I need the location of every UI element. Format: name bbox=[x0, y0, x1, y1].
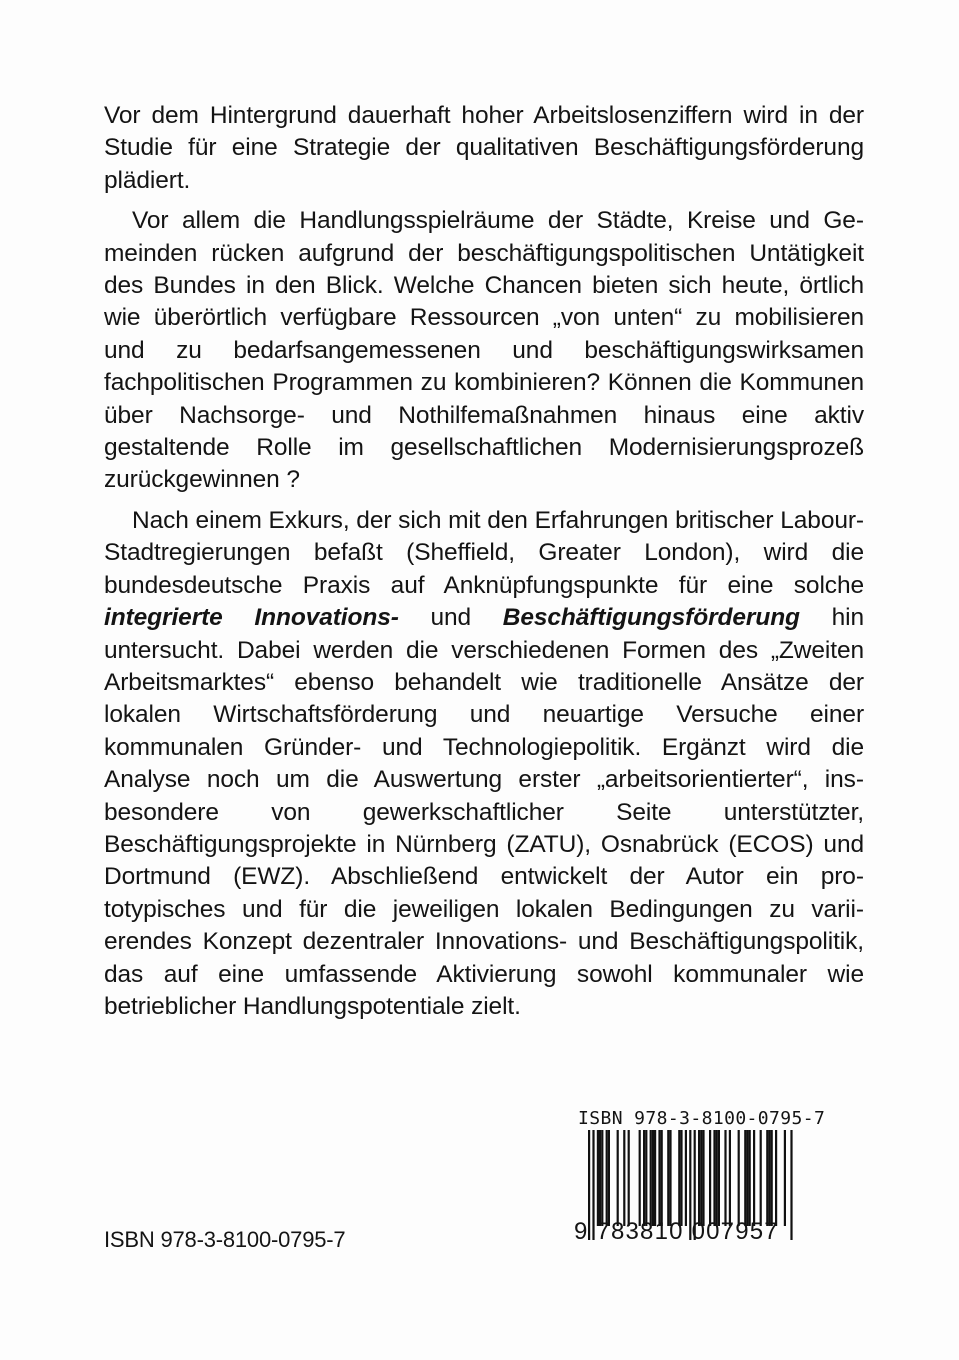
barcode-bar bbox=[729, 1130, 731, 1226]
barcode-bar bbox=[628, 1130, 630, 1226]
barcode-bar bbox=[608, 1130, 610, 1226]
barcode-bar bbox=[680, 1130, 682, 1226]
barcode-bar bbox=[652, 1130, 654, 1226]
barcode-digits: 9 783810 007957 bbox=[574, 1218, 779, 1245]
barcode-bar bbox=[685, 1130, 687, 1226]
barcode-bar bbox=[760, 1130, 762, 1226]
barcode-bar bbox=[746, 1130, 748, 1226]
barcode-bar bbox=[724, 1130, 726, 1226]
barcode-bar bbox=[718, 1130, 720, 1226]
barcode-bar bbox=[702, 1130, 704, 1226]
barcode-bar bbox=[597, 1130, 599, 1226]
isbn-barcode bbox=[574, 1108, 824, 1254]
barcode-bar bbox=[790, 1130, 792, 1240]
barcode-bar bbox=[766, 1130, 768, 1226]
barcode-bar bbox=[749, 1130, 751, 1226]
barcode-bar bbox=[650, 1130, 652, 1226]
blurb-text bbox=[104, 100, 864, 1031]
paragraph-3-text-after: hin untersucht. Dabei werden die verschiedenen Formen des „Zweiten Arbeitsmarktes“ ebenso behandelt wie traditionelle Ansätze der lokalen Wirtschaftsförderung und neuartige Versuche einer kommunalen Gründer- und Technologiepolitik. Ergänzt wird die Analyse noch um die Auswertung erster „arbeitsorientierter“, insbesondere von gewerkschaftlicher Seite unterstützter, Beschäftigungsprojekte in Nürnberg (ZATU), Osnabrück (ECOS) und Dortmund (EWZ). Abschließend entwickelt der Autor ein prototypisches und für die jeweiligen lokalen Bedingungen zu variierendes Konzept dezentraler Innovations- und Beschäftigungspolitik, das auf eine umfassende Aktivierung sowohl kommunaler wie betrieblicher Handlungspotentiale zielt. bbox=[104, 604, 864, 1020]
barcode-bar bbox=[709, 1130, 711, 1226]
barcode-bar bbox=[667, 1130, 669, 1226]
barcode-bar bbox=[698, 1130, 700, 1226]
barcode-bar bbox=[713, 1130, 715, 1226]
barcode-bar bbox=[599, 1130, 601, 1226]
isbn-number: ISBN 978-3-8100-0795-7 bbox=[104, 1227, 346, 1252]
paragraph-3-text-before: Nach einem Exkurs, der sich mit den Erfahrungen britischer Labour-Stadtregierungen befaßt (Sheffield, Greater London), wird die bundesdeutsche Praxis auf Anknüpfungspunkte für eine solche bbox=[104, 506, 864, 599]
barcode-bar bbox=[601, 1130, 603, 1226]
emphasis-employment: Beschäftigungsförderung bbox=[502, 604, 800, 632]
barcode-bar bbox=[700, 1130, 702, 1226]
barcode-bar bbox=[768, 1130, 770, 1226]
barcode-bar bbox=[716, 1130, 718, 1226]
barcode-bar bbox=[753, 1130, 755, 1226]
paragraph-1: Vor dem Hintergrund dauerhaft hoher Arbeitslosenziffern wird in der Studie für eine Strategie der qualitativen Beschäftigungsförderung plädiert. bbox=[104, 102, 864, 194]
barcode-bar bbox=[639, 1130, 641, 1226]
paragraph-3-text-middle: und bbox=[398, 604, 503, 632]
paragraph-2: Vor allem die Handlungsspielräume der Städte, Kreise und Gemeinden rücken aufgrund der beschäftigungspolitischen Untätigkeit des Bundes in den Blick. Welche Chancen bieten sich heute, örtlich wie überörtlich verfügbare Ressourcen „von unten“ zu mobilisieren und zu bedarfsangemessenen und beschäftigungswirksamen fachpolitischen Programmen zu kombinieren? Können die Kommunen über Nachsorge- und Nothilfemaßnahmen hinaus eine aktiv gestaltende Rolle im gesellschaftlichen Modernisierungsprozeß zurückgewinnen ? bbox=[104, 207, 864, 494]
emphasis-innovation: integrierte Innovations- bbox=[104, 604, 399, 632]
barcode-bar bbox=[645, 1130, 647, 1226]
barcode-bar bbox=[606, 1130, 608, 1226]
barcode-isbn-label: ISBN 978-3-8100-0795-7 bbox=[578, 1108, 826, 1129]
barcode-bar bbox=[678, 1130, 680, 1226]
barcode-bar bbox=[658, 1130, 660, 1226]
barcode-bar bbox=[643, 1130, 645, 1226]
barcode-bar bbox=[654, 1130, 656, 1226]
barcode-bar bbox=[784, 1130, 786, 1226]
barcode-bar bbox=[661, 1130, 663, 1226]
barcode-bar bbox=[669, 1130, 671, 1226]
barcode-bar bbox=[623, 1130, 625, 1226]
barcode-bar bbox=[771, 1130, 773, 1226]
barcode-bar bbox=[617, 1130, 619, 1226]
paragraph-3 bbox=[104, 505, 864, 1024]
barcode-bar bbox=[738, 1130, 740, 1226]
barcode-bar bbox=[744, 1130, 746, 1226]
barcode-bar bbox=[775, 1130, 777, 1226]
